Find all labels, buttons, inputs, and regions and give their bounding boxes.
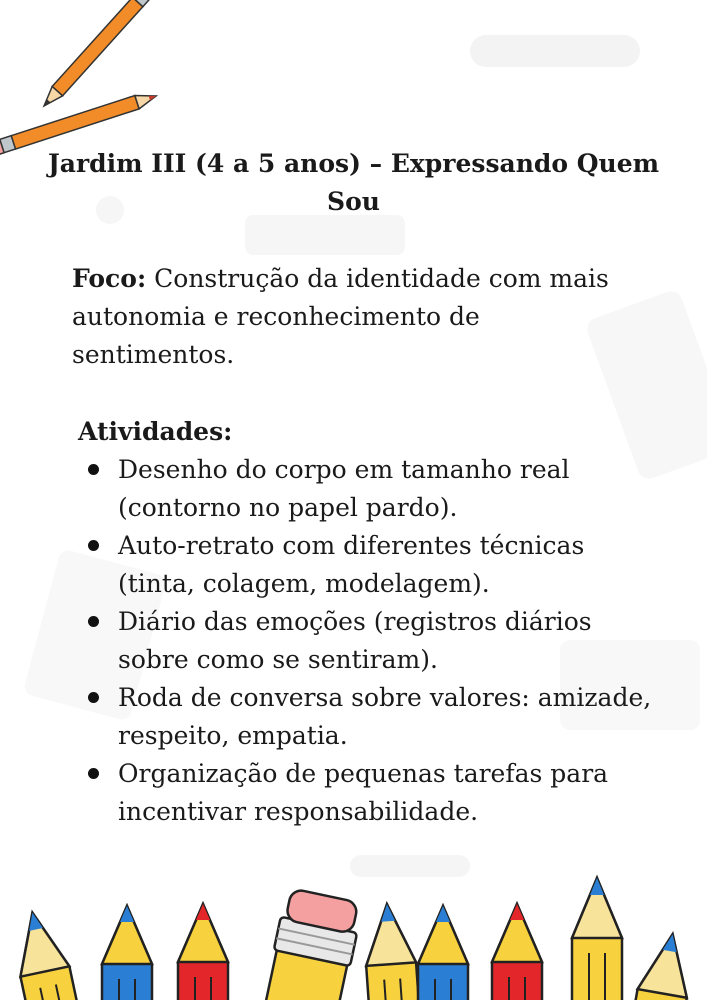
list-item-text: Diário das emoções (registros diários sobre como se sentiram). (118, 607, 592, 674)
bullet-icon (88, 464, 99, 475)
focus-label: Foco: (72, 264, 147, 293)
pencil-icon (362, 903, 421, 1000)
pencil-icon (8, 908, 84, 1000)
page-title: Jardim III (4 a 5 anos) – Expressando Quem Sou (47, 149, 660, 216)
pencil-icon (572, 878, 622, 1000)
list-item (118, 603, 658, 679)
pencil-icon (178, 904, 228, 1000)
list-item (118, 755, 658, 831)
list-item-text: Auto-retrato com diferentes técnicas (tinta, colagem, modelagem). (118, 531, 585, 598)
bullet-icon (88, 616, 99, 627)
eraser-pencil-icon (258, 887, 363, 1000)
pencil-icon (625, 930, 697, 1000)
pencil-icon (418, 906, 468, 1000)
bullet-icon (88, 692, 99, 703)
list-item-text: Roda de conversa sobre valores: amizade, respeito, empatia. (118, 683, 652, 750)
focus-paragraph (72, 260, 632, 374)
pencils-border-icon (0, 870, 707, 1000)
list-item (118, 527, 658, 603)
list-item-text: Organização de pequenas tarefas para incentivar responsabilidade. (118, 759, 609, 826)
pencil-icon (492, 904, 542, 1000)
list-item (118, 679, 658, 755)
list-item (118, 451, 658, 527)
bullet-icon (88, 768, 99, 779)
activities-list (118, 451, 658, 831)
pencil-icon (102, 906, 152, 1000)
bullet-icon (88, 540, 99, 551)
list-item-text: Desenho do corpo em tamanho real (contorno no papel pardo). (118, 455, 570, 522)
focus-text: Construção da identidade com mais autonomia e reconhecimento de sentimentos. (72, 264, 609, 369)
activities-heading: Atividades: (78, 417, 233, 446)
